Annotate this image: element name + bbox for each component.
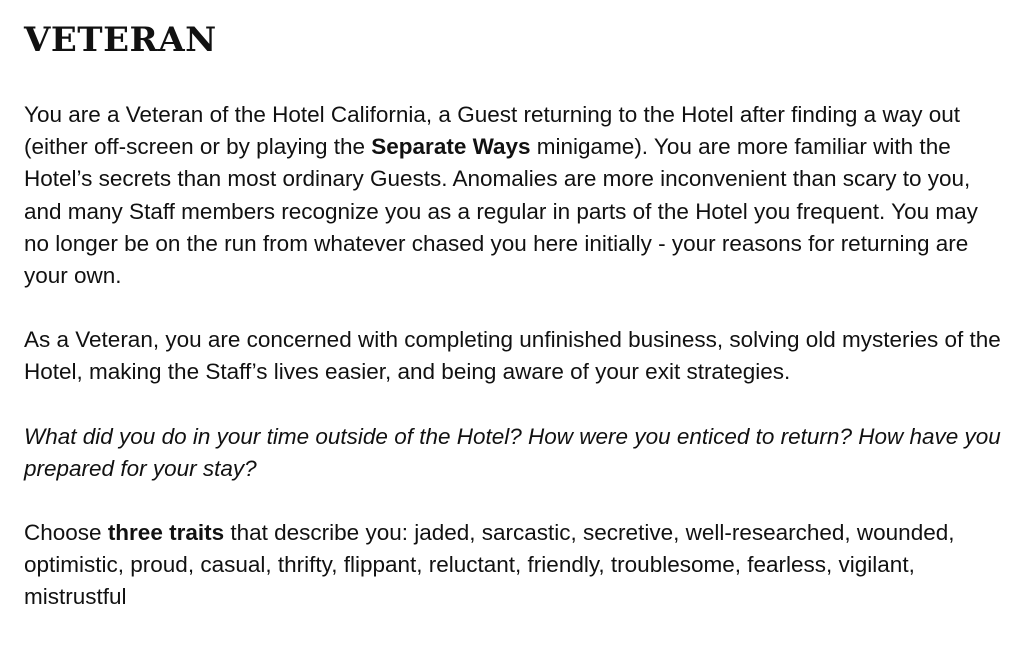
concerns-paragraph: As a Veteran, you are concerned with completing unfinished business, solving old mysteries of the Hotel, making the Staff’s lives easier, and being aware of your exit strategies.: [24, 327, 1001, 385]
separate-ways-emphasis: Separate Ways: [371, 134, 531, 160]
page-title: VETERAN: [24, 20, 217, 60]
three-traits-emphasis: three traits: [107, 520, 225, 546]
veteran-page: [24, 18, 1004, 614]
traits-list: that describe you: jaded, sarcastic, secretive, well-researched, wounded, optimistic, proud, casual, thrifty, flippant, reluctant, friendly, troublesome, fearless, vigilant, mistrustful: [24, 520, 955, 610]
traits-prefix: Choose: [24, 520, 108, 546]
intro-text-end: minigame). You are more familiar with the Hotel’s secrets than most ordinary Guests. Anomalies are more inconvenient than scary to you, and many Staff members recognize you as a regular in parts of the Hotel you frequent. You may no longer be on the run from whatever chased you here initially - your reasons for returning are your own.: [24, 134, 978, 289]
intro-text-start: You are a Veteran of the Hotel California, a Guest returning to the Hotel after finding a way out (either off-screen or by playing the: [24, 102, 960, 160]
questions-paragraph: What did you do in your time outside of the Hotel? How were you enticed to return? How have you prepared for your stay?: [24, 423, 1001, 481]
traits-paragraph: [24, 517, 1004, 614]
intro-paragraph: [24, 99, 1004, 292]
